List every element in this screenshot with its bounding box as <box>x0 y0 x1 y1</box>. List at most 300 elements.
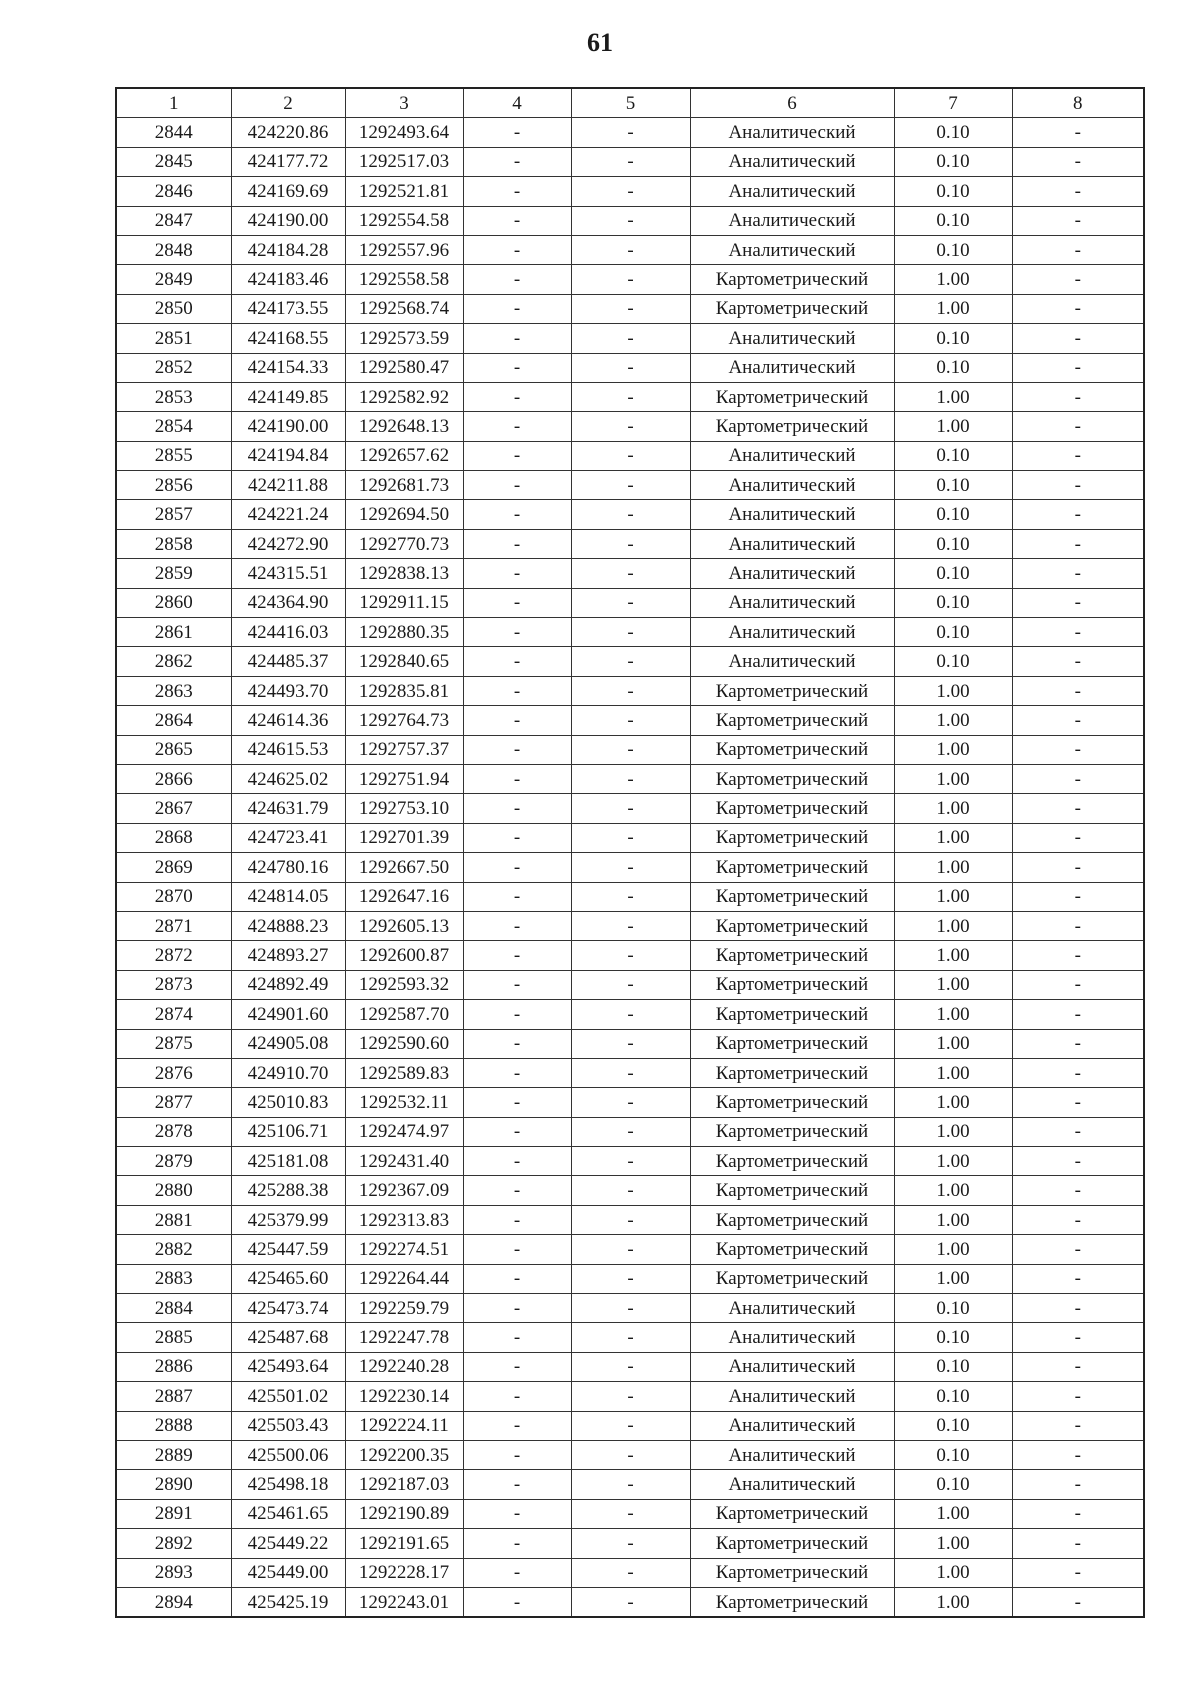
table-cell: 1292667.50 <box>345 853 463 882</box>
table-cell: - <box>1012 1264 1144 1293</box>
table-row <box>116 500 1144 529</box>
table-cell: - <box>463 1117 571 1146</box>
table-cell: 424905.08 <box>231 1029 345 1058</box>
table-cell: 0.10 <box>894 206 1012 235</box>
table-cell: Картометрический <box>690 1058 894 1087</box>
table-cell: - <box>1012 676 1144 705</box>
table-cell: - <box>571 353 690 382</box>
table-cell: 1.00 <box>894 676 1012 705</box>
table-cell: - <box>571 794 690 823</box>
table-cell: 1.00 <box>894 764 1012 793</box>
table-cell: - <box>463 294 571 323</box>
table-cell: - <box>1012 823 1144 852</box>
table-cell: 0.10 <box>894 177 1012 206</box>
table-cell: Картометрический <box>690 735 894 764</box>
table-cell: Аналитический <box>690 118 894 147</box>
table-cell: 424211.88 <box>231 471 345 500</box>
table-cell: - <box>463 471 571 500</box>
table-row <box>116 471 1144 500</box>
table-body <box>116 118 1144 1617</box>
table-cell: - <box>463 588 571 617</box>
table-cell: - <box>571 706 690 735</box>
table-cell: 1.00 <box>894 706 1012 735</box>
table-cell: 1292751.94 <box>345 764 463 793</box>
table-cell: Картометрический <box>690 382 894 411</box>
table-cell: - <box>1012 1352 1144 1381</box>
table-cell: 424184.28 <box>231 235 345 264</box>
table-cell: 2859 <box>116 559 231 588</box>
table-cell: - <box>1012 471 1144 500</box>
table-cell: 1292367.09 <box>345 1176 463 1205</box>
table-cell: 1.00 <box>894 853 1012 882</box>
table-cell: - <box>463 618 571 647</box>
table-cell: - <box>1012 500 1144 529</box>
table-cell: - <box>571 1470 690 1499</box>
table-row <box>116 676 1144 705</box>
table-cell: - <box>1012 265 1144 294</box>
table-row <box>116 1029 1144 1058</box>
table-cell: - <box>571 1558 690 1587</box>
table-cell: 1292240.28 <box>345 1352 463 1381</box>
table-cell: 2886 <box>116 1352 231 1381</box>
table-cell: 1.00 <box>894 1088 1012 1117</box>
table-cell: 1.00 <box>894 1558 1012 1587</box>
table-cell: 425465.60 <box>231 1264 345 1293</box>
table-cell: - <box>1012 324 1144 353</box>
table-cell: - <box>1012 853 1144 882</box>
table-cell: 2862 <box>116 647 231 676</box>
table-cell: 2860 <box>116 588 231 617</box>
table-cell: - <box>571 588 690 617</box>
table-cell: 1.00 <box>894 1264 1012 1293</box>
table-cell: - <box>463 735 571 764</box>
table-cell: 425487.68 <box>231 1323 345 1352</box>
table-cell: - <box>571 500 690 529</box>
table-cell: - <box>1012 147 1144 176</box>
table-cell: - <box>463 1411 571 1440</box>
table-cell: 424625.02 <box>231 764 345 793</box>
table-cell: - <box>463 353 571 382</box>
table-cell: 1292657.62 <box>345 441 463 470</box>
table-cell: - <box>571 941 690 970</box>
table-cell: 424364.90 <box>231 588 345 617</box>
table-row <box>116 1147 1144 1176</box>
table-cell: 2864 <box>116 706 231 735</box>
table-cell: Картометрический <box>690 1088 894 1117</box>
table-cell: - <box>1012 294 1144 323</box>
table-cell: Картометрический <box>690 1529 894 1558</box>
table-cell: - <box>463 676 571 705</box>
table-cell: - <box>463 1558 571 1587</box>
table-row <box>116 559 1144 588</box>
table-cell: - <box>1012 1058 1144 1087</box>
table-cell: 1292880.35 <box>345 618 463 647</box>
table-cell: - <box>1012 1235 1144 1264</box>
table-cell: 2867 <box>116 794 231 823</box>
table-cell: 1.00 <box>894 882 1012 911</box>
table-row <box>116 265 1144 294</box>
table-cell: - <box>463 706 571 735</box>
table-cell: 424177.72 <box>231 147 345 176</box>
table-cell: Картометрический <box>690 823 894 852</box>
table-cell: - <box>1012 1499 1144 1528</box>
table-cell: Картометрический <box>690 412 894 441</box>
table-row <box>116 1529 1144 1558</box>
table-cell: - <box>463 1176 571 1205</box>
table-cell: - <box>463 853 571 882</box>
table-cell: 1.00 <box>894 1205 1012 1234</box>
table-cell: 0.10 <box>894 1382 1012 1411</box>
table-cell: - <box>571 235 690 264</box>
table-cell: 2879 <box>116 1147 231 1176</box>
table-cell: 425425.19 <box>231 1587 345 1617</box>
table-cell: - <box>571 676 690 705</box>
table-cell: 0.10 <box>894 1294 1012 1323</box>
table-row <box>116 1470 1144 1499</box>
table-cell: 1.00 <box>894 823 1012 852</box>
table-cell: - <box>571 1264 690 1293</box>
table-cell: - <box>571 265 690 294</box>
table-cell: Аналитический <box>690 1352 894 1381</box>
table-cell: 1.00 <box>894 1029 1012 1058</box>
table-cell: Картометрический <box>690 1235 894 1264</box>
table-row <box>116 147 1144 176</box>
table-cell: 1292558.58 <box>345 265 463 294</box>
table-cell: - <box>1012 941 1144 970</box>
table-cell: 1.00 <box>894 911 1012 940</box>
table-cell: - <box>1012 235 1144 264</box>
table-cell: - <box>571 853 690 882</box>
table-row <box>116 1411 1144 1440</box>
table-cell: - <box>463 1382 571 1411</box>
table-cell: 425447.59 <box>231 1235 345 1264</box>
table-cell: 1292593.32 <box>345 970 463 999</box>
table-row <box>116 588 1144 617</box>
table-cell: - <box>1012 177 1144 206</box>
table-row <box>116 1558 1144 1587</box>
table-cell: - <box>463 1352 571 1381</box>
table-cell: 1292228.17 <box>345 1558 463 1587</box>
table-cell: 1.00 <box>894 1000 1012 1029</box>
table-cell: 424893.27 <box>231 941 345 970</box>
column-header: 1 <box>116 88 231 118</box>
table-cell: - <box>463 1587 571 1617</box>
table-cell: 1292573.59 <box>345 324 463 353</box>
table-cell: - <box>1012 706 1144 735</box>
table-cell: 1292264.44 <box>345 1264 463 1293</box>
table-cell: 1292191.65 <box>345 1529 463 1558</box>
table-cell: - <box>1012 1147 1144 1176</box>
table-cell: 2850 <box>116 294 231 323</box>
table-cell: 1.00 <box>894 1235 1012 1264</box>
table-cell: Картометрический <box>690 1264 894 1293</box>
table-cell: 2877 <box>116 1088 231 1117</box>
table-cell: 2858 <box>116 529 231 558</box>
table-cell: - <box>571 471 690 500</box>
table-cell: - <box>571 1294 690 1323</box>
table-cell: - <box>1012 647 1144 676</box>
table-cell: 2869 <box>116 853 231 882</box>
table-cell: - <box>571 1117 690 1146</box>
table-cell: Аналитический <box>690 235 894 264</box>
table-cell: - <box>571 911 690 940</box>
table-cell: 1292187.03 <box>345 1470 463 1499</box>
table-cell: - <box>1012 412 1144 441</box>
table-cell: - <box>463 1088 571 1117</box>
table-cell: 0.10 <box>894 559 1012 588</box>
table-cell: - <box>1012 1323 1144 1352</box>
table-cell: 424493.70 <box>231 676 345 705</box>
table-cell: 0.10 <box>894 147 1012 176</box>
table-cell: - <box>571 1000 690 1029</box>
table-cell: 0.10 <box>894 118 1012 147</box>
table-cell: - <box>571 529 690 558</box>
table-cell: - <box>463 529 571 558</box>
table-cell: - <box>1012 1382 1144 1411</box>
table-cell: 0.10 <box>894 441 1012 470</box>
table-cell: Картометрический <box>690 1558 894 1587</box>
table-cell: Аналитический <box>690 529 894 558</box>
table-row <box>116 823 1144 852</box>
table-cell: - <box>571 559 690 588</box>
table-cell: 1.00 <box>894 1529 1012 1558</box>
table-cell: - <box>1012 1000 1144 1029</box>
table-cell: 424416.03 <box>231 618 345 647</box>
table-cell: - <box>1012 1470 1144 1499</box>
table-cell: 1292647.16 <box>345 882 463 911</box>
table-cell: 2866 <box>116 764 231 793</box>
table-cell: - <box>463 941 571 970</box>
table-cell: Картометрический <box>690 794 894 823</box>
column-header: 6 <box>690 88 894 118</box>
table-cell: Аналитический <box>690 471 894 500</box>
table-cell: Картометрический <box>690 294 894 323</box>
table-cell: 2887 <box>116 1382 231 1411</box>
table-row <box>116 618 1144 647</box>
table-row <box>116 1352 1144 1381</box>
table-cell: Аналитический <box>690 147 894 176</box>
table-row <box>116 1117 1144 1146</box>
table-cell: - <box>463 441 571 470</box>
table-cell: Аналитический <box>690 1470 894 1499</box>
table-cell: Аналитический <box>690 588 894 617</box>
column-header: 2 <box>231 88 345 118</box>
table-cell: 424485.37 <box>231 647 345 676</box>
table-cell: 2863 <box>116 676 231 705</box>
table-cell: 425503.43 <box>231 1411 345 1440</box>
table-cell: 2884 <box>116 1294 231 1323</box>
table-row <box>116 706 1144 735</box>
table-row <box>116 941 1144 970</box>
table-cell: Аналитический <box>690 206 894 235</box>
table-cell: Картометрический <box>690 676 894 705</box>
table-cell: 424168.55 <box>231 324 345 353</box>
table-row <box>116 1440 1144 1469</box>
table-cell: Картометрический <box>690 882 894 911</box>
table-cell: - <box>571 177 690 206</box>
table-cell: 2873 <box>116 970 231 999</box>
table-row <box>116 794 1144 823</box>
table-cell: 425181.08 <box>231 1147 345 1176</box>
table-cell: - <box>463 911 571 940</box>
table-cell: Картометрический <box>690 1176 894 1205</box>
table-row <box>116 1235 1144 1264</box>
table-cell: - <box>463 500 571 529</box>
table-cell: 1292648.13 <box>345 412 463 441</box>
table-cell: 1292200.35 <box>345 1440 463 1469</box>
table-cell: Картометрический <box>690 764 894 793</box>
table-cell: 1292493.64 <box>345 118 463 147</box>
table-cell: 424272.90 <box>231 529 345 558</box>
table-cell: 1292224.11 <box>345 1411 463 1440</box>
table-cell: 424220.86 <box>231 118 345 147</box>
table-cell: - <box>571 1147 690 1176</box>
table-cell: 424901.60 <box>231 1000 345 1029</box>
table-cell: - <box>1012 441 1144 470</box>
table-row <box>116 1176 1144 1205</box>
table-cell: - <box>571 882 690 911</box>
table-cell: - <box>1012 1029 1144 1058</box>
table-cell: - <box>571 206 690 235</box>
table-cell: - <box>463 794 571 823</box>
table-cell: - <box>1012 882 1144 911</box>
table-cell: - <box>463 177 571 206</box>
table-cell: 1292230.14 <box>345 1382 463 1411</box>
table-cell: - <box>571 735 690 764</box>
table-cell: 425500.06 <box>231 1440 345 1469</box>
table-cell: - <box>463 1147 571 1176</box>
table-cell: 1292590.60 <box>345 1029 463 1058</box>
table-row <box>116 1323 1144 1352</box>
table-cell: 2868 <box>116 823 231 852</box>
table-cell: 424194.84 <box>231 441 345 470</box>
table-cell: - <box>571 970 690 999</box>
table-cell: 1292532.11 <box>345 1088 463 1117</box>
table-cell: 425449.22 <box>231 1529 345 1558</box>
table-cell: 1292840.65 <box>345 647 463 676</box>
table-cell: - <box>1012 588 1144 617</box>
table-cell: - <box>463 1294 571 1323</box>
table-cell: - <box>571 382 690 411</box>
table-cell: - <box>571 764 690 793</box>
table-cell: 1.00 <box>894 941 1012 970</box>
table-cell: 0.10 <box>894 500 1012 529</box>
table-cell: Картометрический <box>690 941 894 970</box>
table-cell: 0.10 <box>894 647 1012 676</box>
table-row <box>116 1088 1144 1117</box>
table-cell: - <box>1012 529 1144 558</box>
table-cell: 0.10 <box>894 1411 1012 1440</box>
table-cell: 0.10 <box>894 235 1012 264</box>
table-row <box>116 970 1144 999</box>
table-cell: - <box>463 324 571 353</box>
table-cell: - <box>463 1264 571 1293</box>
table-cell: Картометрический <box>690 265 894 294</box>
table-row <box>116 529 1144 558</box>
table-cell: Аналитический <box>690 1294 894 1323</box>
table-row <box>116 177 1144 206</box>
table-cell: 425493.64 <box>231 1352 345 1381</box>
table-cell: 1292517.03 <box>345 147 463 176</box>
table-cell: 1.00 <box>894 1058 1012 1087</box>
table-cell: - <box>463 118 571 147</box>
table-row <box>116 1382 1144 1411</box>
table-cell: 424221.24 <box>231 500 345 529</box>
table-cell: 1.00 <box>894 735 1012 764</box>
table-cell: Аналитический <box>690 1411 894 1440</box>
table-cell: 424154.33 <box>231 353 345 382</box>
column-header: 3 <box>345 88 463 118</box>
table-cell: Аналитический <box>690 1323 894 1352</box>
table-cell: 2852 <box>116 353 231 382</box>
table-cell: 0.10 <box>894 529 1012 558</box>
table-cell: 2871 <box>116 911 231 940</box>
table-cell: - <box>463 559 571 588</box>
table-cell: - <box>463 823 571 852</box>
table-cell: - <box>571 1411 690 1440</box>
table-cell: 0.10 <box>894 471 1012 500</box>
table-cell: - <box>1012 1587 1144 1617</box>
table-cell: - <box>463 1529 571 1558</box>
table-cell: - <box>463 1235 571 1264</box>
table-cell: - <box>463 206 571 235</box>
table-cell: - <box>463 647 571 676</box>
table-cell: - <box>571 1529 690 1558</box>
table-cell: 424173.55 <box>231 294 345 323</box>
table-cell: - <box>1012 1558 1144 1587</box>
table-cell: Аналитический <box>690 1440 894 1469</box>
table-cell: 1.00 <box>894 1117 1012 1146</box>
table-cell: 1292587.70 <box>345 1000 463 1029</box>
table-cell: 0.10 <box>894 618 1012 647</box>
table-cell: 1.00 <box>894 794 1012 823</box>
table-cell: 2853 <box>116 382 231 411</box>
table-row <box>116 1294 1144 1323</box>
table-cell: Картометрический <box>690 1205 894 1234</box>
table-cell: 424169.69 <box>231 177 345 206</box>
table-cell: 425461.65 <box>231 1499 345 1528</box>
table-cell: - <box>1012 794 1144 823</box>
table-row <box>116 1499 1144 1528</box>
table-cell: Картометрический <box>690 1000 894 1029</box>
table-cell: - <box>463 1440 571 1469</box>
table-cell: - <box>1012 118 1144 147</box>
table-cell: - <box>1012 735 1144 764</box>
table-cell: 1292764.73 <box>345 706 463 735</box>
table-cell: - <box>571 1440 690 1469</box>
table-cell: - <box>463 1205 571 1234</box>
table-row <box>116 441 1144 470</box>
table-cell: 1292557.96 <box>345 235 463 264</box>
table-cell: 425473.74 <box>231 1294 345 1323</box>
table-cell: 1.00 <box>894 294 1012 323</box>
table-cell: - <box>463 970 571 999</box>
table-cell: 2888 <box>116 1411 231 1440</box>
table-cell: 2857 <box>116 500 231 529</box>
table-cell: Картометрический <box>690 1117 894 1146</box>
table-cell: - <box>1012 1440 1144 1469</box>
table-row <box>116 1587 1144 1617</box>
table-cell: 2880 <box>116 1176 231 1205</box>
table-row <box>116 1000 1144 1029</box>
table-cell: - <box>571 147 690 176</box>
table-row <box>116 1205 1144 1234</box>
column-header: 4 <box>463 88 571 118</box>
table-cell: Картометрический <box>690 911 894 940</box>
page-number: 61 <box>587 28 613 57</box>
table-cell: Аналитический <box>690 559 894 588</box>
table-cell: 424814.05 <box>231 882 345 911</box>
